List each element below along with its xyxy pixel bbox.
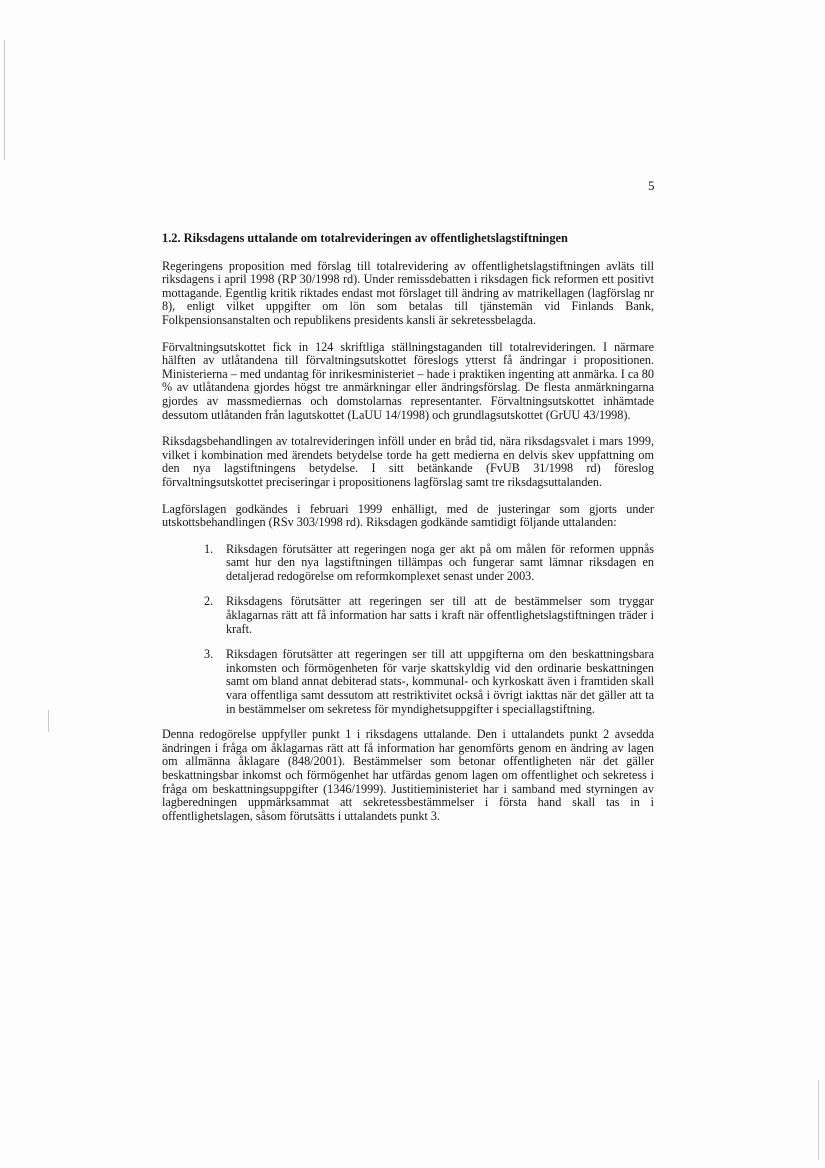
paragraph: Lagförslagen godkändes i februari 1999 enhälligt, med de justeringar som gjorts under utskottsbehandlingen (RSv 303/1998 rd). Riksdagen godkände samtidigt följande uttalanden:: [162, 501, 654, 530]
scan-edge-mark: [48, 710, 49, 732]
scan-edge-mark: [818, 1080, 819, 1160]
scan-edge-mark: [4, 40, 5, 160]
list-item-text: Riksdagens förutsätter att regeringen ser till att de bestämmelser som tryggar åklagarnas rätt att få information har satts i kraft när offentlighetslagstiftningen träder i kraft.: [226, 594, 654, 636]
list-item: [162, 595, 654, 636]
list-item: [162, 543, 654, 584]
section-heading: 1.2. Riksdagens uttalande om totalrevideringen av offentlighetslagstiftningen: [162, 231, 568, 245]
paragraph: Regeringens proposition med förslag till totalrevidering av offentlighetslagstiftningen avläts till riksdagens i april 1998 (RP 30/1998 rd). Under remissdebatten i riksdagen fick reformen ett positivt mottagande. Egentlig kritik riktades endast mot förslaget till ändring av matrikellagen (lagförslag nr 8), enligt vilket uppgifter om lön som betalas till tjänstemän vid Finlands Bank, Folkpensionsanstalten och republikens presidents kansli är sekretessbelagda.: [162, 258, 654, 327]
statement-list: [162, 543, 654, 717]
document-body: [162, 232, 654, 836]
list-number: 2.: [204, 594, 214, 609]
list-item: [162, 648, 654, 716]
list-number: 3.: [204, 647, 214, 662]
paragraph: Förvaltningsutskottet fick in 124 skriftliga ställningstaganden till totalrevideringen. I närmare hälften av utlåtandena till förvaltningsutskottet föreslogs ytterst få ändringar i propositionen. Ministerierna – med undantag för inrikesministeriet – hade i praktiken ingenting att anmärka. I ca 80 % av utlåtandena gjordes högst tre anmärkningar eller ändringsförslag. De flesta anmärkningarna gjordes av massmediernas och domstolarnas representanter. Förvaltningsutskottet inhämtade dessutom utlåtanden från lagutskottet (LaUU 14/1998) och grundlagsutskottet (GrUU 43/1998).: [162, 339, 654, 422]
list-item-text: Riksdagen förutsätter att regeringen noga ger akt på om målen för reformen uppnås samt hur den nya lagstiftningen tillämpas och fungerar samt lämnar riksdagen en detaljerad redogörelse om reformkomplexet senast under 2003.: [226, 541, 654, 583]
paragraph: Riksdagsbehandlingen av totalrevideringen inföll under en bråd tid, nära riksdagsvalet i mars 1999, vilket i kombination med ärendets betydelse torde ha gett medierna en delvis skev uppfattning om den nya lagstiftningens betydelse. I sitt betänkande (FvUB 31/1998 rd) föreslog förvaltningsutskottet preciseringar i propositionens lagförslag samt tre riksdagsuttalanden.: [162, 434, 654, 489]
list-number: 1.: [204, 541, 214, 556]
list-item-text: Riksdagen förutsätter att regeringen ser till att uppgifterna om den beskattningsbara inkomsten och förmögenheten för varje skattskyldig vid den ordinarie beskattningen samt om bland annat debiterad stats-, kommunal- och kyrkoskatt även i framtiden skall vara offentliga samt dessutom att restriktivitet också i övrigt iakttas när det gäller att ta in bestämmelser om sekretess för myndighetsuppgifter i speciallagstiftning.: [226, 647, 654, 716]
page-number: 5: [648, 178, 655, 193]
paragraph: Denna redogörelse uppfyller punkt 1 i riksdagens uttalande. Den i uttalandets punkt 2 avsedda ändringen i fråga om åklagarnas rätt att få information har genomförts genom en ändring av lagen om allmänna åklagare (848/2001). Bestämmelser som betonar offentligheten när det gäller beskattningsbar inkomst och förmögenhet har utfärdas genom lagen om offentlighet och sekretess i fråga om beskattningsuppgifter (1346/1999). Justitieministeriet har i samband med styrningen av lagberedningen uppmärksammat att sekretessbestämmelser i första hand skall tas in i offentlighetslagen, såsom förutsätts i uttalandets punkt 3.: [162, 727, 654, 823]
